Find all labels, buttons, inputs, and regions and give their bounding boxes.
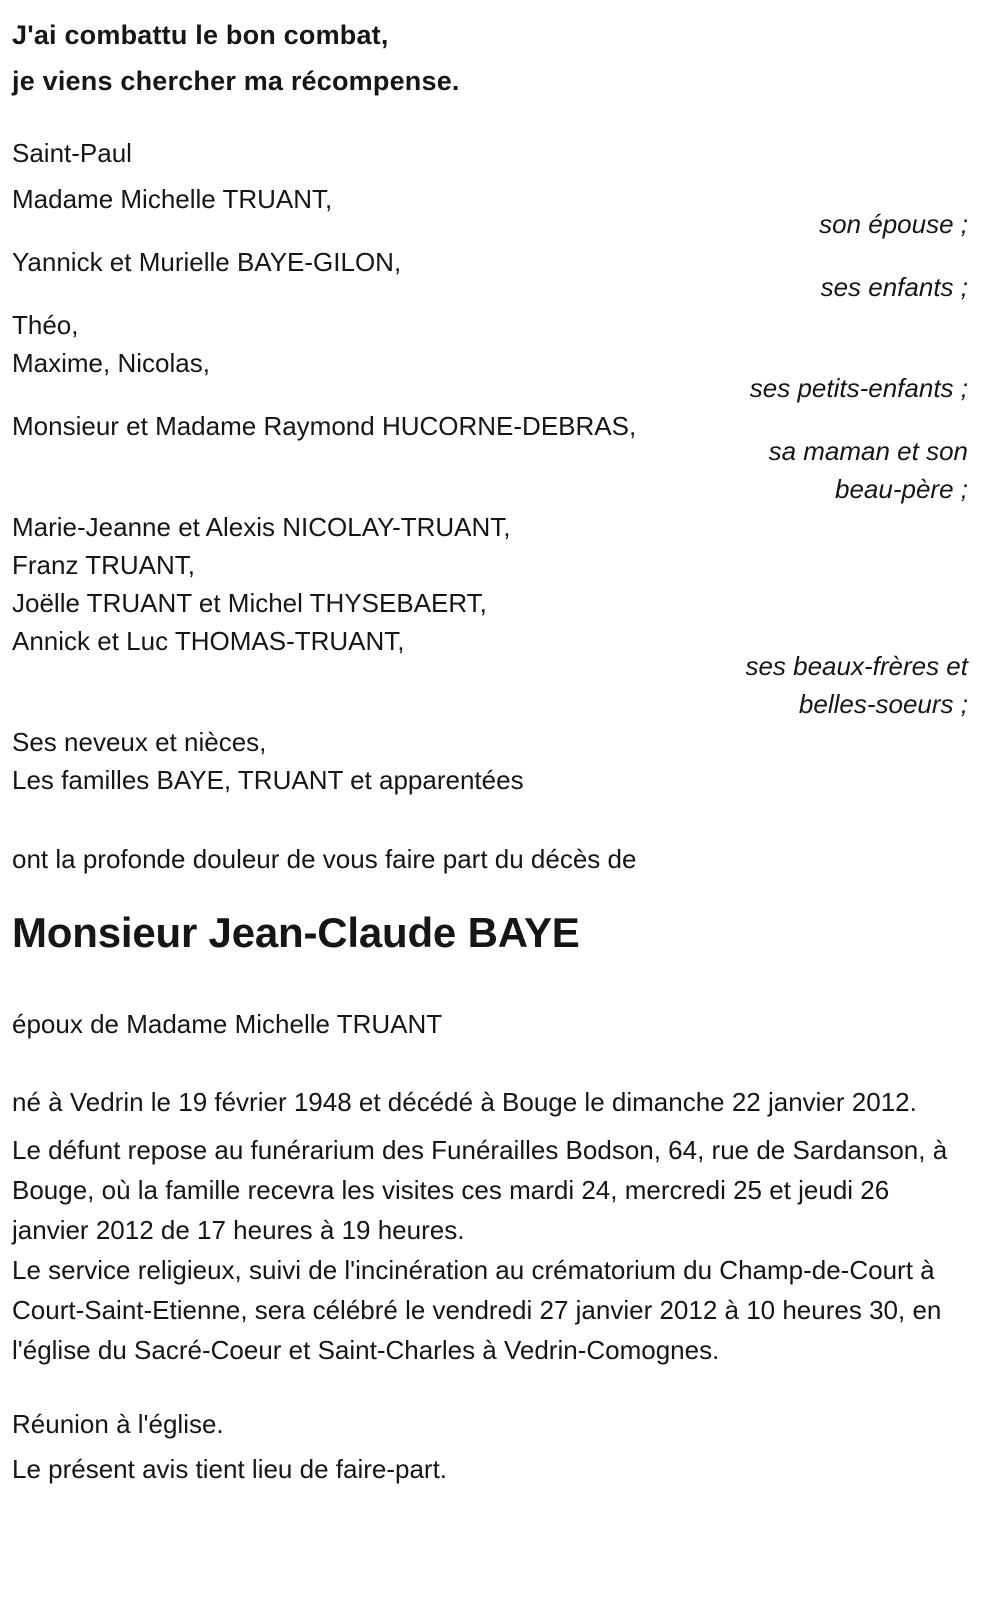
spouse-relation-line: époux de Madame Michelle TRUANT: [12, 1009, 443, 1039]
service-paragraph: Le service religieux, suivi de l'incinération au crématorium du Champ-de-Court à Court-Saint-Etienne, sera célébré le vendredi 27 janvier 2012 à 10 heures 30, en l'église du Sacré-Coeur et Saint-Charles à Vedrin-Comognes.: [12, 1255, 942, 1365]
deceased-name-heading: Monsieur Jean-Claude BAYE: [12, 909, 580, 956]
relationship-label: sa maman et son: [768, 436, 968, 466]
church-meeting-paragraph: Réunion à l'église.: [12, 1409, 224, 1439]
birth-death-paragraph: né à Vedrin le 19 février 1948 et décédé à Bouge le dimanche 22 janvier 2012.: [12, 1087, 917, 1117]
family-member: Monsieur et Madame Raymond HUCORNE-DEBRAS,: [12, 411, 637, 441]
funeral-home-paragraph: Le défunt repose au funérarium des Funérailles Bodson, 64, rue de Sardanson, à Bouge, où la famille recevra les visites ces mardi 24, mercredi 25 et jeudi 26 janvier 2012 de 17 heures à 19 heures.: [12, 1135, 948, 1245]
relationship-label: ses beaux-frères et: [745, 651, 968, 681]
relationship-label: son épouse ;: [819, 209, 968, 239]
family-member: Ses neveux et nièces,: [12, 727, 267, 757]
family-member: Théo,: [12, 310, 79, 340]
family-member: Maxime, Nicolas,: [12, 348, 210, 378]
family-member: Madame Michelle TRUANT,: [12, 184, 333, 214]
relationship-label: ses petits-enfants ;: [749, 373, 968, 403]
opening-quote: [12, 12, 968, 104]
relationship-label: beau-père ;: [835, 474, 968, 504]
family-member: Marie-Jeanne et Alexis NICOLAY-TRUANT,: [12, 512, 511, 542]
family-member: Franz TRUANT,: [12, 550, 195, 580]
quote-line-1: J'ai combattu le bon combat,: [12, 20, 389, 50]
family-member: Joëlle TRUANT et Michel THYSEBAERT,: [12, 588, 487, 618]
family-member: Annick et Luc THOMAS-TRUANT,: [12, 626, 405, 656]
notice-paragraph: Le présent avis tient lieu de faire-part.: [12, 1454, 448, 1484]
family-list: [12, 180, 968, 799]
family-member: Les familles BAYE, TRUANT et apparentées: [12, 765, 524, 795]
relationship-label: belles-soeurs ;: [798, 689, 968, 719]
quote-attribution: Saint-Paul: [12, 138, 132, 168]
quote-line-2: je viens chercher ma récompense.: [12, 66, 460, 96]
relationship-label: ses enfants ;: [820, 272, 968, 302]
announcement-sentence: ont la profonde douleur de vous faire part du décès de: [12, 844, 637, 874]
family-member: Yannick et Murielle BAYE-GILON,: [12, 247, 402, 277]
